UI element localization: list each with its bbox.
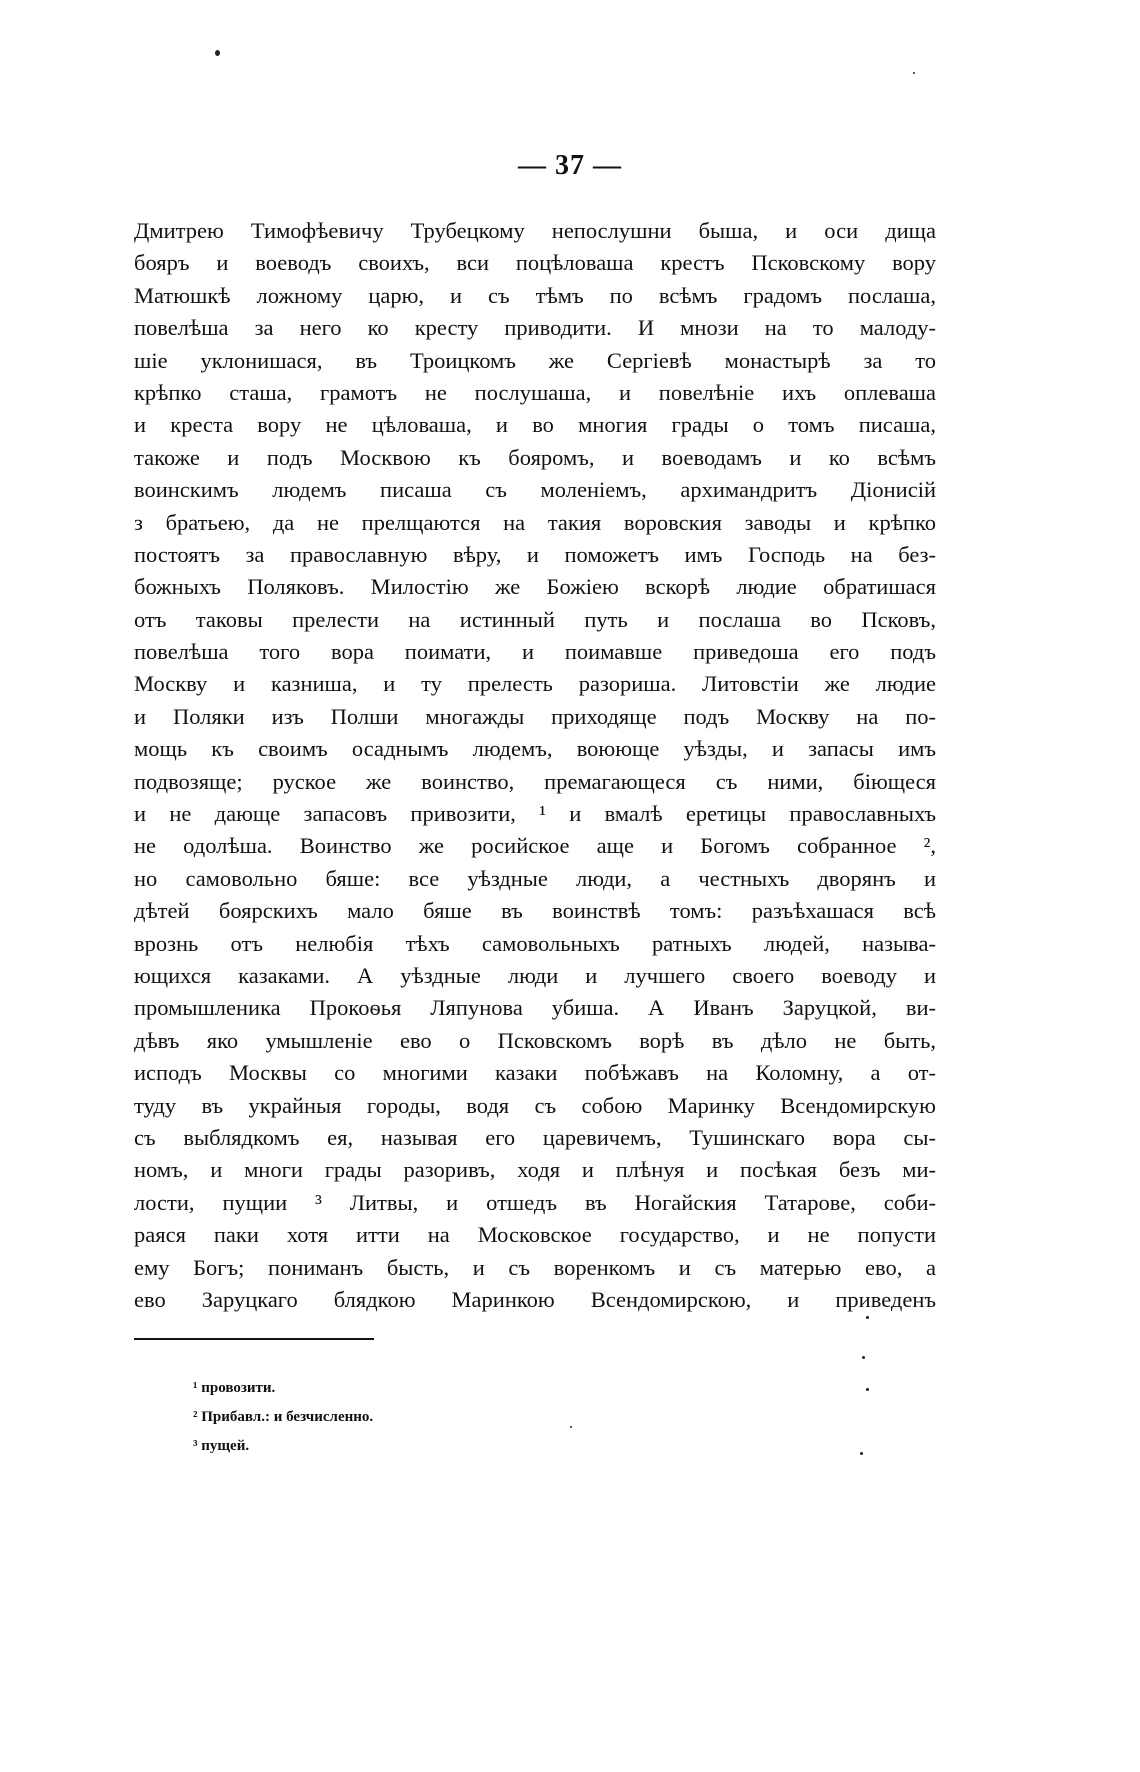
text-line: з братьею, да не прелщаются на такия воровския заводы и крѣпко [134,509,936,535]
text-line: такоже и подъ Москвою къ бояромъ, и воеводамъ и ко всѣмъ [134,444,936,470]
text-line: мощь къ своимъ осаднымъ людемъ, воююще уѣзды, и запасы имъ [134,736,936,762]
text-line: номъ, и многи грады разоривъ, ходя и плѣнуя и посѣкая безъ ми- [134,1157,936,1183]
ink-speck [862,1356,865,1359]
text-line: и Поляки изъ Полши многажды приходяще подъ Москву на по- [134,703,936,729]
text-line: отъ таковы прелести на истинный путь и послаша во Псковъ, [134,606,936,632]
text-line: подвозяще; руское же воинство, премагающеся съ ними, біющеся [134,768,936,794]
text-line: но самовольно бяше: все уѣздные люди, а честныхъ дворянъ и [134,865,936,891]
footnote: ¹ провозити. [193,1380,276,1396]
text-line: съ выблядкомъ ея, называя его царевичемъ, Тушинскаго вора сы- [134,1124,936,1150]
footnote: ³ пущей. [193,1438,250,1454]
text-line: промышленика Прокоѳья Ляпунова убиша. А Иванъ Заруцкой, ви- [134,995,936,1021]
text-line: лости, пущии ³ Литвы, и отшедъ въ Ногайския Татарове, соби- [134,1189,936,1215]
text-line: и не дающе запасовъ привозити, ¹ и вмалѣ еретицы православныхъ [134,801,936,827]
footnote: ² Прибавл.: и безчисленно. [193,1409,374,1425]
text-line: дѣтей боярскихъ мало бяше въ воинствѣ томъ: разъѣхашася всѣ [134,898,936,924]
text-line: ему Богъ; пониманъ бысть, и съ воренкомъ и съ матерью ево, а [134,1254,936,1280]
footnotes [193,1374,373,1461]
text-line: ющихся казаками. А уѣздные люди и лучшего своего воеводу и [134,962,936,988]
text-line: Москву и казниша, и ту прелесть разориша. Литовстіи же людие [134,671,936,697]
body-text [134,215,936,1316]
page-number: — 37 — [518,150,622,181]
text-line: раяся паки хотя итти на Московское государство, и не попусти [134,1222,936,1248]
text-line: Матюшкѣ ложному царю, и съ тѣмъ по всѣмъ градомъ послаша, [134,282,936,308]
text-line: божныхъ Поляковъ. Милостію же Божіею вскорѣ людие обратишася [134,574,936,600]
text-line: Дмитрею Тимофѣевичу Трубецкому непослушни быша, и оси дища [134,218,936,243]
ink-speck [866,1316,869,1319]
text-line: не одолѣша. Воинство же росийское аще и Богомъ собранное ², [134,833,936,859]
ink-speck [860,1452,863,1455]
ink-speck [866,1388,869,1391]
text-line: воинскимъ людемъ писаша съ моленіемъ, архимандритъ Діонисій [134,477,936,503]
ink-speck [913,72,915,74]
text-line: ево Заруцкаго блядкою Маринкою Всендомирскою, и приведенъ [134,1286,936,1312]
ink-speck [215,50,220,56]
text-line: крѣпко сташа, грамотъ не послушаша, и повелѣніе ихъ оплеваша [134,379,936,405]
text-line: дѣвъ яко умышленіе ево о Псковскомъ ворѣ въ дѣло не быть, [134,1027,936,1053]
text-line: и креста вору не цѣловаша, и во многия грады о томъ писаша, [134,412,936,438]
text-line: постоятъ за православную вѣру, и поможетъ имъ Господь на без- [134,541,936,567]
ink-speck [570,1426,572,1428]
text-line: повелѣша за него ко кресту приводити. И мнози на то малоду- [134,315,936,341]
text-line: повелѣша того вора поимати, и поимавше приведоша его подъ [134,639,936,665]
text-line: шіе уклонишася, въ Троицкомъ же Сергіевѣ монастырѣ за то [134,347,936,373]
text-line: исподъ Москвы со многими казаки побѣжавъ на Коломну, а от- [134,1060,936,1086]
text-line: туду въ украйныя городы, водя съ собою Маринку Всендомирскую [134,1092,936,1118]
text-line: бояръ и воеводъ своихъ, вси поцѣловаша крестъ Псковскому вору [134,250,936,276]
footnote-separator [134,1338,374,1340]
text-line: врознь отъ нелюбія тѣхъ самовольныхъ ратныхъ людей, называ- [134,930,936,956]
